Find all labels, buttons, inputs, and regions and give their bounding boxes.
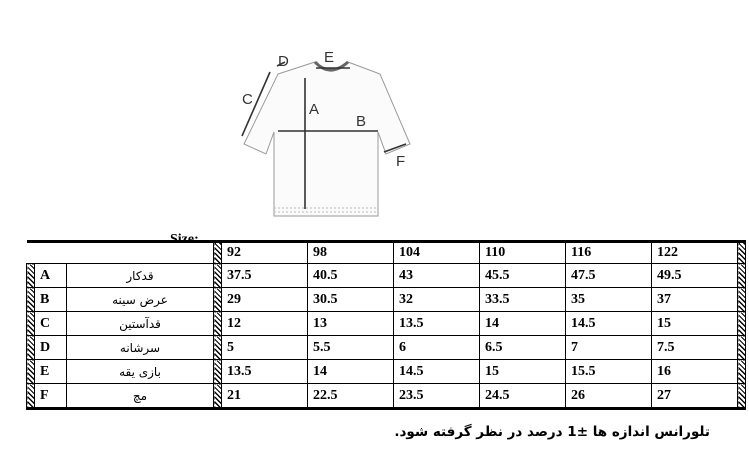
label-d: D <box>278 53 289 70</box>
table-row <box>27 288 746 312</box>
row-code: D <box>35 336 67 360</box>
cell: 5 <box>222 336 308 360</box>
cell: 13.5 <box>394 312 480 336</box>
size-table <box>26 240 746 410</box>
cell: 35 <box>566 288 652 312</box>
row-code: E <box>35 360 67 384</box>
cell: 37.5 <box>222 264 308 288</box>
cell: 40.5 <box>308 264 394 288</box>
cell: 21 <box>222 384 308 409</box>
cell: 5.5 <box>308 336 394 360</box>
hatch-border <box>214 242 222 264</box>
size-110: 110 <box>480 242 566 264</box>
row-name: قدآستین <box>67 312 214 336</box>
cell: 7 <box>566 336 652 360</box>
cell: 14 <box>480 312 566 336</box>
table-row <box>27 360 746 384</box>
cell: 32 <box>394 288 480 312</box>
size-122: 122 <box>652 242 738 264</box>
row-code: A <box>35 264 67 288</box>
row-name: مچ <box>67 384 214 409</box>
cell: 15.5 <box>566 360 652 384</box>
row-name: بازی یقه <box>67 360 214 384</box>
cell: 12 <box>222 312 308 336</box>
row-code: B <box>35 288 67 312</box>
row-name: سرشانه <box>67 336 214 360</box>
cell: 13.5 <box>222 360 308 384</box>
cell: 26 <box>566 384 652 409</box>
row-code: F <box>35 384 67 409</box>
cell: 27 <box>652 384 738 409</box>
cell: 49.5 <box>652 264 738 288</box>
label-e: E <box>324 49 335 66</box>
table-row <box>27 336 746 360</box>
cell: 13 <box>308 312 394 336</box>
label-c: C <box>242 91 253 108</box>
cell: 45.5 <box>480 264 566 288</box>
cell: 14.5 <box>394 360 480 384</box>
size-header-row <box>27 242 746 264</box>
cell: 16 <box>652 360 738 384</box>
size-116: 116 <box>566 242 652 264</box>
cell: 24.5 <box>480 384 566 409</box>
tshirt-diagram <box>230 44 430 224</box>
label-f: F <box>396 153 406 170</box>
tolerance-note: تلورانس اندازه ها ±1 درصد در نظر گرفته شود. <box>394 424 710 440</box>
size-98: 98 <box>308 242 394 264</box>
cell: 29 <box>222 288 308 312</box>
size-104: 104 <box>394 242 480 264</box>
table-row <box>27 264 746 288</box>
size-92: 92 <box>222 242 308 264</box>
cell: 14 <box>308 360 394 384</box>
cell: 47.5 <box>566 264 652 288</box>
cell: 15 <box>480 360 566 384</box>
cell: 15 <box>652 312 738 336</box>
cell: 30.5 <box>308 288 394 312</box>
cell: 37 <box>652 288 738 312</box>
cell: 22.5 <box>308 384 394 409</box>
cell: 14.5 <box>566 312 652 336</box>
cell: 23.5 <box>394 384 480 409</box>
row-name: عرض سینه <box>67 288 214 312</box>
label-a: A <box>309 101 320 118</box>
cell: 43 <box>394 264 480 288</box>
table-row <box>27 384 746 409</box>
row-code: C <box>35 312 67 336</box>
cell: 7.5 <box>652 336 738 360</box>
table-row <box>27 312 746 336</box>
cell: 33.5 <box>480 288 566 312</box>
row-name: قدکار <box>67 264 214 288</box>
size-label: Size: <box>170 232 199 247</box>
cell: 6.5 <box>480 336 566 360</box>
cell: 6 <box>394 336 480 360</box>
label-b: B <box>356 113 367 130</box>
